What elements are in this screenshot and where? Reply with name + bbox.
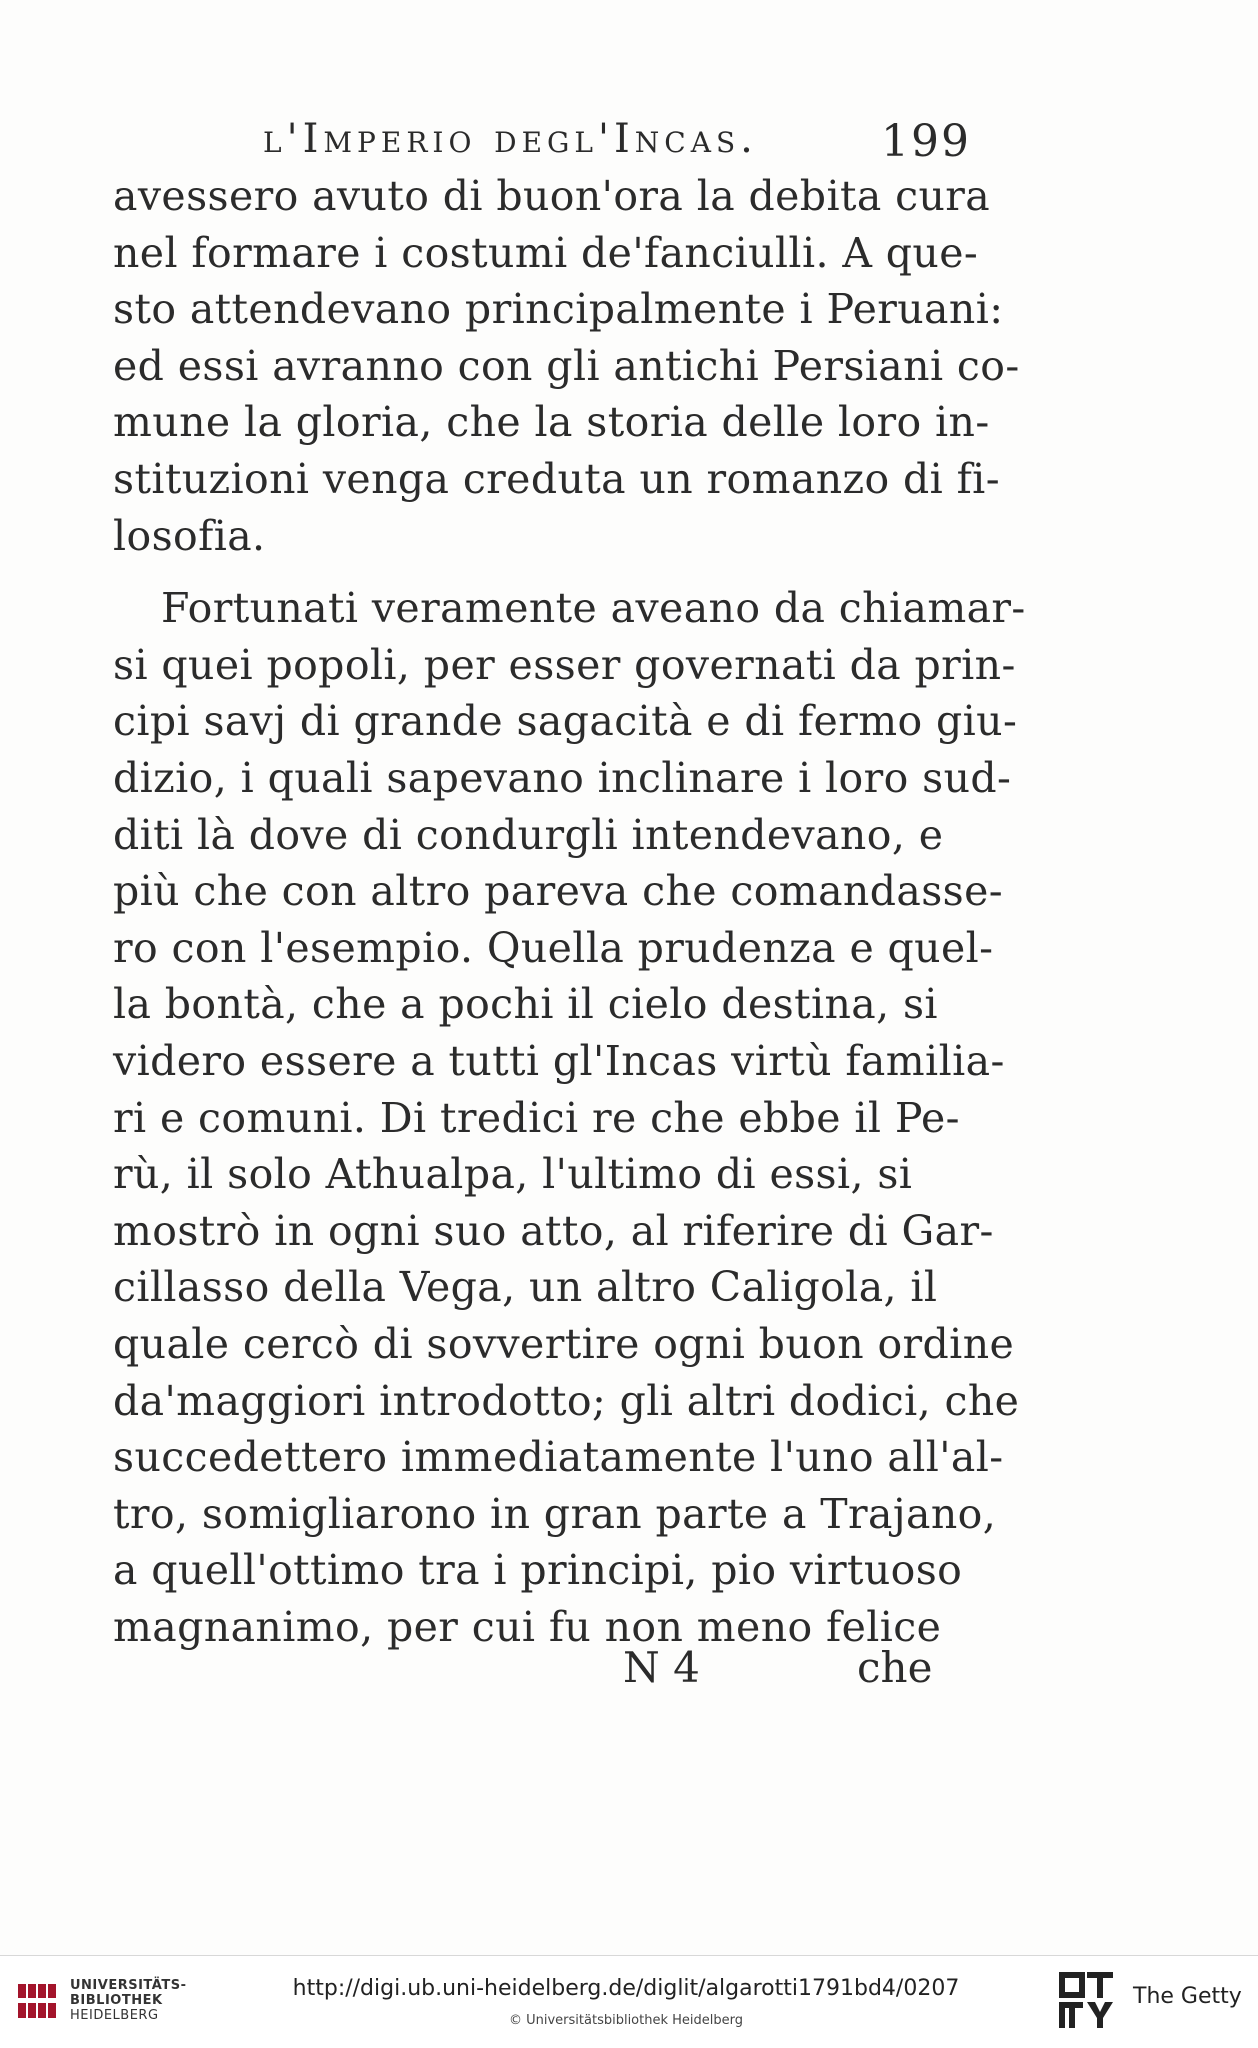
running-head-title: l'Imperio degl'Incas. xyxy=(263,116,758,162)
text-line: quale cercò di sovvertire ogni buon ordine xyxy=(113,1320,1015,1368)
text-line: rù, il solo Athualpa, l'ultimo di essi, si xyxy=(113,1150,913,1198)
text-line: dizio, i quali sapevano inclinare i loro sud- xyxy=(113,754,1012,802)
ub-heidelberg-logo-icon xyxy=(14,1978,60,2024)
catchword: che xyxy=(857,1643,933,1692)
text-line: mostrò in ogni suo atto, al riferire di Gar- xyxy=(113,1207,994,1255)
running-head xyxy=(113,112,981,167)
text-line: sto attendevano principalmente i Peruani: xyxy=(113,285,1004,333)
partner-name: The Getty xyxy=(1133,1984,1242,2009)
text-line: a quell'ottimo tra i principi, pio virtuoso xyxy=(113,1546,963,1594)
text-line: ed essi avranno con gli antichi Persiani co- xyxy=(113,342,1020,390)
text-line: cillasso della Vega, un altro Caligola, il xyxy=(113,1263,938,1311)
catch-line xyxy=(113,1643,973,1699)
text-line: nel formare i costumi de'fanciulli. A que- xyxy=(113,229,979,277)
text-line: magnanimo, per cui fu non meno felice xyxy=(113,1603,942,1651)
text-line: cipi savj di grande sagacità e di fermo giu- xyxy=(113,697,1018,745)
text-line: stituzioni venga creduta un romanzo di fi- xyxy=(113,455,1000,503)
text-line: succedettero immediatamente l'uno all'al- xyxy=(113,1433,1004,1481)
library-name-line-2: BIBLIOTHEK xyxy=(70,1993,163,2008)
text-line: tro, somigliarono in gran parte a Trajano, xyxy=(113,1490,997,1538)
permalink-url[interactable]: http://digi.ub.uni-heidelberg.de/diglit/algarotti1791bd4/0207 xyxy=(292,1976,960,2001)
signature-mark: N 4 xyxy=(623,1643,700,1692)
text-line: videro essere a tutti gl'Incas virtù familia- xyxy=(113,1037,1005,1085)
library-name xyxy=(70,1978,186,2023)
text-line: ro con l'esempio. Quella prudenza e quel- xyxy=(113,924,994,972)
text-line: la bontà, che a pochi il cielo destina, si xyxy=(113,980,938,1028)
text-line: più che con altro pareva che comandasse- xyxy=(113,867,1004,915)
text-line: diti là dove di condurgli intendevano, e xyxy=(113,811,944,859)
copyright-notice: © Universitätsbibliothek Heidelberg xyxy=(508,2013,743,2028)
text-line: Fortunati veramente aveano da chiamar- xyxy=(161,584,1026,632)
text-line: losofia. xyxy=(113,512,266,560)
text-line: da'maggiori introdotto; gli altri dodici, che xyxy=(113,1377,1020,1425)
text-line: mune la gloria, che la storia delle loro in- xyxy=(113,398,990,446)
viewer-footer xyxy=(0,1955,1258,2048)
text-line: ri e comuni. Di tredici re che ebbe il Pe- xyxy=(113,1094,960,1142)
text-line: si quei popoli, per esser governati da prin- xyxy=(113,641,1016,689)
library-city: HEIDELBERG xyxy=(70,2008,159,2023)
text-line: avessero avuto di buon'ora la debita cura xyxy=(113,172,991,220)
library-name-line-1: UNIVERSITÄTS- xyxy=(70,1978,187,1993)
page-number: 199 xyxy=(881,116,971,167)
getty-logo-icon xyxy=(1057,1970,1115,2032)
